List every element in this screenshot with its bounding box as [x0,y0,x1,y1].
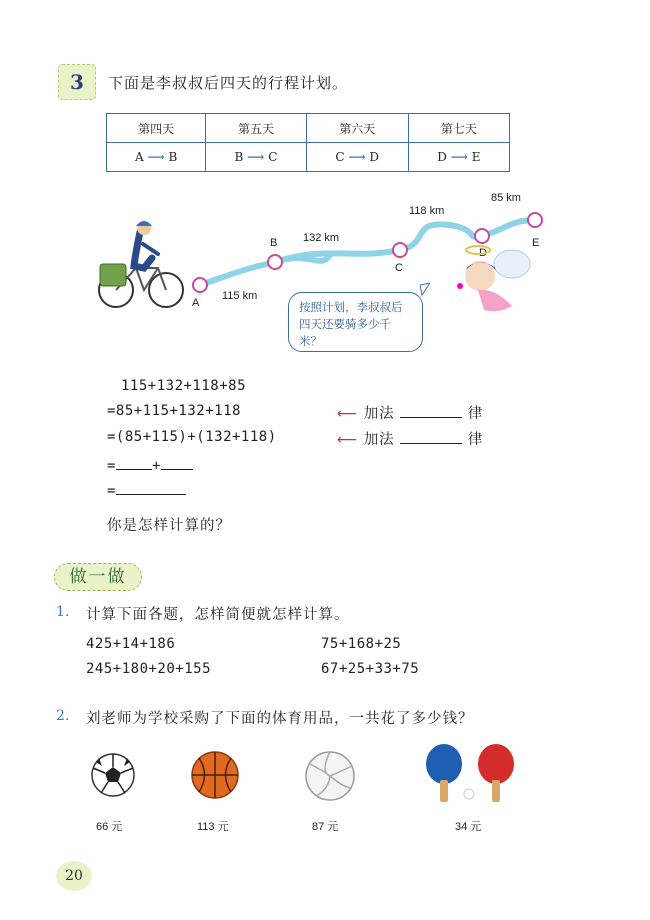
calc-line-2: =85+115+132+118 [107,403,241,419]
exercise-item: 245+180+20+155 [86,661,212,677]
calc-line-4: = + [107,455,193,474]
route-marker-a [193,278,207,292]
distance-label-cd: 118 km [409,205,445,217]
distance-label-ab: 115 km [222,290,258,302]
table-header: 第五天 [206,114,306,143]
point-label-d: D [479,247,487,259]
law-note-2: ⟵ 加法 律 [337,428,483,449]
table-header: 第六天 [306,114,408,143]
point-label-e: E [532,237,540,249]
calc-line-3: =(85+115)+(132+118) [107,429,277,445]
ping-pong-paddles-icon [420,742,520,808]
route-marker-b [268,255,282,269]
law-blank[interactable] [400,429,462,444]
distance-label-bc: 132 km [303,232,340,244]
law-note-1: ⟵ 加法 律 [337,402,483,423]
price-label: 113 元 [197,821,229,833]
route-cell: B ⟶ C [206,143,306,172]
route-marker-e [528,213,542,227]
answer-blank[interactable] [161,455,193,470]
table-header-row [107,114,510,143]
price-label: 87 元 [312,821,339,833]
point-label-b: B [270,237,278,249]
point-label-c: C [395,262,403,274]
right-arrow-icon: ⟶ [247,150,265,164]
right-arrow-icon: ⟶ [348,150,366,164]
calc-line-1: 115+132+118+85 [121,378,247,394]
exercise-item: 67+25+33+75 [321,661,420,677]
route-cell: D ⟶ E [408,143,509,172]
question-text: 刘老师为学校采购了下面的体育用品，一共花了多少钱？ [86,711,474,727]
problem-number-badge: 3 [58,64,96,100]
page-number: 20 [56,861,92,891]
basketball-icon [190,750,240,800]
answer-blank[interactable] [116,455,152,470]
soccer-ball-icon [90,752,136,798]
cyclist-illustration [96,218,186,310]
exercise-item: 425+14+186 [86,636,176,652]
exercise-item: 75+168+25 [321,636,402,652]
question-text: 计算下面各题，怎样简便就怎样计算。 [86,607,350,623]
right-arrow-icon: ⟶ [147,150,165,164]
table-header: 第四天 [107,114,206,143]
exercise-heading: 做一做 [54,563,142,591]
speech-bubble: 按照计划，李叔叔后四天还要骑多少千米？ [288,292,423,352]
left-arrow-icon: ⟵ [337,406,359,422]
method-question: 你是怎样计算的？ [107,518,231,534]
point-label-a: A [192,297,200,309]
law-blank[interactable] [400,403,462,418]
problem-title: 下面是李叔叔后四天的行程计划。 [108,74,349,92]
distance-label-de: 85 km [491,192,521,204]
table-row [107,143,510,172]
left-arrow-icon: ⟵ [337,432,359,448]
question-number: 2. [56,708,70,724]
question-number: 1. [56,604,70,620]
volleyball-icon [304,750,356,802]
route-marker-c [393,243,407,257]
calc-line-5: = [107,480,186,499]
bubble-tail [420,283,430,297]
price-label: 66 元 [96,821,123,833]
schedule-table [106,113,510,172]
angel-character [450,240,535,320]
answer-blank[interactable] [116,480,186,495]
route-cell: A ⟶ B [107,143,206,172]
route-cell: C ⟶ D [306,143,408,172]
table-header: 第七天 [408,114,509,143]
price-label: 34 元 [455,821,482,833]
right-arrow-icon: ⟶ [450,150,468,164]
